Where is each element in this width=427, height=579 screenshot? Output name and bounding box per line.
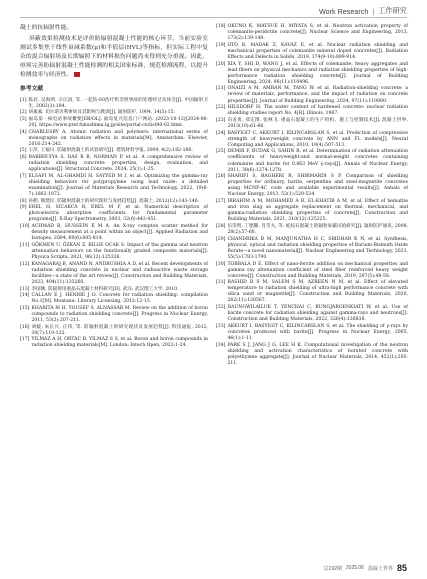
reference-number: [30] — [216, 261, 226, 267]
reference-item — [216, 62, 408, 86]
reference-item — [216, 324, 408, 342]
reference-item — [216, 86, 408, 104]
reference-text: 王萍, 王福川. 防辐射混凝土的试验研究[J]. 建筑材料学报, 2009, 4(2):182-186. — [28, 148, 193, 154]
reference-item — [20, 287, 208, 293]
reference-number: [15] — [20, 305, 30, 311]
reference-text: ELSAFI M, AL-GHAMDI H, SAYYED M I, et al. Optimizing the gamma-ray shielding behaviors for polypropylene using lead oxide: a detailed examination[J]. Journal of Materials Research and Technology, 2022, 19(6-7):1862-1872. — [28, 173, 208, 198]
page-footer — [324, 563, 407, 573]
reference-item — [216, 105, 408, 117]
reference-item — [20, 243, 208, 261]
references-title: 参考文献 — [20, 85, 44, 92]
reference-item — [20, 174, 208, 198]
reference-item — [216, 131, 408, 149]
reference-item — [216, 262, 408, 280]
body-paragraph-1: 凝土的抗辐射性能。 — [20, 25, 73, 31]
reference-number: [2] — [20, 110, 27, 116]
reference-item — [20, 98, 208, 110]
reference-text: 陈岩, 吴海明, 辛庆国, 等. 一起钴-60治疗机非照事故的处理经过及体会[J]. 中国辐射卫生, 2002(3):184. — [28, 97, 208, 109]
reference-text: 福岛第一核电站事故概要[EB/OL]. 福岛复兴信息门户网站. (2023-10-12)[2024-06-20]. https://www.pref.fukushima.lg.jp/site/portal-cn/list90-02.html. — [28, 116, 208, 128]
reference-number: [19] — [216, 42, 226, 48]
reference-number: [12] — [20, 261, 30, 267]
reference-number: [29] — [216, 236, 226, 242]
reference-number: [16] — [20, 324, 30, 330]
reference-item — [20, 205, 208, 223]
reference-number: [13] — [20, 286, 30, 292]
header-rule — [20, 17, 407, 18]
reference-number: [14] — [20, 293, 30, 299]
reference-number: [31] — [216, 280, 226, 286]
body-paragraph-2 — [20, 35, 208, 80]
reference-item — [20, 148, 208, 154]
reference-text: 刘媛, 朱长兵, 庄伟, 等. 防辐射混凝土的研究现状及发展趋势[J]. 科技通报, 2012, 30(7):119-122. — [31, 324, 208, 336]
reference-text: RASHID R S M, SALEM S M, AZREEN N M, et al. Effect of elevated temperature to radiation shielding of ultra-high performance concrete with silica sand or magnetite[J]. Construction and Building Materials, 2020, 262(11):120567. — [227, 280, 408, 304]
reference-text: BASYIGIT C, AKKURT I, KILINCARSLAN S, et al. Prediction of compressive strength of heavyweight concrete by ANN and FL models[J]. Neural Computing and Applications, 2010, 19(4):507-513. — [227, 130, 408, 148]
reference-number: [21] — [216, 86, 226, 92]
reference-item — [20, 293, 208, 305]
references-list-left — [20, 98, 208, 350]
reference-text: AKKURT I, BASYIGIT C, KILINCARSLAN S, et al. The shielding of γ-rays by concretes produced with barite[J]. Progress in Nuclear Energy, 2005, 46(1):1-11. — [227, 323, 408, 342]
reference-number: [5] — [20, 148, 27, 154]
journal-section-zh: 工作研究 — [378, 6, 407, 15]
reference-item — [20, 325, 208, 337]
reference-number: [20] — [216, 61, 226, 67]
reference-text: EREL H, SICAKCA R, EREL M F, et al. Numerical description of photoelectric absorption coefficients for fundamental parameter programs[J]. X-Ray Spectrometry, 2003, 32(6):442-451. — [28, 205, 208, 223]
reference-number: [32] — [216, 305, 226, 311]
reference-item — [20, 224, 208, 242]
reference-item — [20, 262, 208, 286]
reference-number: [1] — [20, 97, 27, 103]
journal-section-en: Work Research — [318, 6, 369, 16]
reference-text: KANAGARAJ B, ANAND N, ANDRUSHIA A D, et al. Recent developments of radiation shielding concrete in nuclear and radioactive waste storage facilities—a state of the art review[J]. Construction and Building Materials, 2023, 404(11):133260. — [31, 261, 208, 285]
footer-issue: 总192期 — [323, 565, 342, 572]
reference-item — [216, 174, 408, 198]
reference-item — [20, 337, 208, 349]
reference-text: 向龙勇, 邓定博, 张林飞. 重晶石混凝土的生产组织、施工与控制技术[J]. 混凝土世界, 2013(10):61-66. — [227, 117, 408, 129]
reference-text: ACHMAD B, HUSSEIN E M A. An X-ray compton scatter method for density measurement at a point within an object[J]. Applied Radiation and Isotopes, 2004, 60(6):805-814. — [31, 224, 208, 242]
reference-text: ONAIZI A M, AMRAN M, TANG W, et al. Radiation-shielding concrete: a review of materials, performance, and the impact of radiation on concrete properties[J]. Journal of Building Engineering, 2024, 97(11):110800. — [227, 86, 408, 104]
reference-item — [216, 149, 408, 173]
running-header — [319, 5, 407, 17]
reference-text: IBRAHIM A M, MOHAMED A R, EL-KHATIB A M, et al. Effect of hematite and iron slag as aggregate replacement on thermal, mechanical, and gamma-radiation shielding properties of concrete[J]. Construction and Building Materials, 2021, 310(12):125225. — [227, 199, 408, 223]
reference-item — [216, 224, 408, 236]
header-separator: | — [372, 6, 375, 16]
reference-text: SHARIFI S, BAGHERI R, SHIRMARDI S P. Comparison of shielding properties for ordinary, barite, serpentine and steel-magnetite concretes using MCNP-4C code and available experimental results[J]. Annals of Nuclear Energy, 2013, 53(1):529-534. — [227, 174, 408, 198]
reference-number: [11] — [20, 242, 30, 248]
reference-number: [4] — [20, 129, 27, 135]
reference-text: KHARITA M H, YOUSEF S, ALNASSAR M. Review on the addition of boron compounds to radiation shielding concrete[J]. Progress in Nuclear Energy, 2011, 53(2):207-211. — [31, 305, 208, 324]
left-column — [20, 24, 208, 350]
end-mark-icon: E — [74, 72, 80, 77]
reference-text: 胡素素. 切尔诺贝利事故及其影响与教训[J]. 辐射防护, 1994, 14(5):15. — [28, 110, 175, 116]
reference-item — [20, 110, 208, 116]
reference-item — [216, 24, 408, 42]
reference-text: HILSDORF H. The water content of hardened concrete: nuclear radiation shielding studies report No. 4[R]. Illinois, 1967. — [227, 105, 408, 117]
reference-item — [216, 199, 408, 223]
reference-number: [34] — [216, 342, 226, 348]
reference-item — [216, 237, 408, 261]
reference-item — [20, 306, 208, 324]
reference-number: [27] — [216, 199, 226, 205]
reference-text: OTO B, MADAK Z, KAVAZ E, et al. Nuclear radiation shielding and mechanical properties of colemanite mineral doped concretes[J]. Radiation Effects and Defects in Solids, 2019, 174(9-10):899-914. — [227, 42, 408, 60]
reference-number: [24] — [216, 130, 226, 136]
reference-number: [3] — [20, 116, 27, 122]
reference-text: OKUNO K, MATSUE H, MIYATA S, et al. Neutron activation property of colemanite-peridotite concrete[J]. Nuclear Science and Engineering, 2013, 173(2):139-149. — [227, 24, 408, 42]
reference-text: TOBBALA D E. Effect of nano-ferrite addition on mechanical properties and gamma ray attenuation coefficient of steel fiber reinforced heavy weight concrete[J]. Construction and Building Materials, 2019, 207(5):48-58. — [227, 261, 408, 279]
reference-item — [216, 280, 408, 304]
reference-number: [9] — [20, 205, 27, 211]
footer-date: 2025.06 — [345, 565, 364, 571]
reference-text: CHANDRIKA B M, MANJUNATHA H C, SRIDHAR K N, et al. Synthesis, physical, optical and radiation shielding properties of Barium-Bismuth Oxide Borate—a novel nanomaterial[J]. Nuclear Engineering and Technology, 2023, 55(5):1783-1790. — [227, 236, 408, 260]
reference-number: [28] — [216, 223, 226, 229]
reference-text: XIA Y, SHI D, WANG J, et al. Effects of colemanite, heavy aggregates and lead fibers on physical mechanics and radiation shielding properties of high-performance radiation shielding concrete[J]. Journal of Building Engineering, 2024, 96(11):110496. — [227, 61, 408, 85]
reference-text: DAUNGWILAILUK T, YENCHAI C, RUNGJAROENKIATI W, et al. Use of barite concrete for radiation shielding against gamma-rays and neutrons[J]. Construction and Building Materials, 2022, 326(4):126838. — [227, 305, 408, 323]
body-paragraph-2-text: 屏蔽效果检测技术是评价防辐射混凝土性能的核心环节。当前实验室测试多集焦于线性衰减系数(μ)和半值层(HVL)等指标，但实际工程中复杂的混合辐射场及长期辐照下的材料损伤问题尚未得到充分重视。因此，亟须完善防辐射混凝土性能检测的相关国家标准，规范检测流程，以提升检测效率与经济性。 — [20, 35, 208, 78]
right-column — [216, 24, 408, 368]
reference-item — [20, 117, 208, 129]
reference-item — [20, 130, 208, 148]
reference-number: [7] — [20, 173, 27, 179]
reference-number: [18] — [216, 24, 226, 29]
reference-number: [26] — [216, 174, 226, 180]
reference-number: [8] — [20, 198, 27, 204]
reference-text: 李国刚. 防辐射用重晶石混凝土材料研究[D]. 武汉: 武汉理工大学, 2010. — [31, 286, 179, 292]
reference-number: [23] — [216, 117, 226, 123]
page-number: 85 — [396, 563, 407, 573]
reference-text: PARK S J, JANG J G, LEE H K. Computational investigation of the neutron shielding and activation characteristics of borated concrete with polyethylene aggregate[J]. Journal of Nuclear Materials, 2014, 452(1):205-211. — [227, 342, 408, 366]
reference-item — [216, 118, 408, 130]
reference-number: [17] — [20, 337, 30, 343]
reference-text: 孙鹤, 熊建民. 防辐射混凝土的研究现状与发展趋势[J]. 混凝土, 2012(12):143-146. — [28, 198, 200, 204]
reference-text: CHARLESBY A. Atomic radiation and polymers: international series of monographs on radiation effects in materials[M]. Amsterdam: Elsevier, 2016:214-242. — [28, 129, 208, 147]
reference-number: [6] — [20, 155, 27, 161]
reference-text: BARBHUIYA S, DAS B B, NORMAN P, et al. A comprehensive review of radiation shielding concrete: properties, design, evaluation, and applications[J]. Structural Concrete, 2024, 25(1):1-25. — [28, 155, 208, 173]
reference-text: 伍崇明, 丁德馨, 肖雪夫, 等. 蛇纹石混凝土的辐射屏蔽试验研究[J]. 辐射防护通讯, 2008, 28(2):57-60. — [227, 223, 408, 235]
reference-text: YILMAZ A H, ORTAC B, YILMAZ S S, et al. Boron and boron compounds in radiation shielding materials[M]. London: Intech Open, 2023:1-24. — [31, 337, 208, 349]
reference-item — [20, 155, 208, 173]
reference-number: [10] — [20, 224, 30, 230]
reference-text: CALLAN E J, HENRIE J O. Concrete for radiation shielding: compilation No.1[M]. Montana: Literary Licensing, 2012:12-15. — [31, 293, 208, 305]
reference-number: [25] — [216, 149, 226, 155]
reference-number: [33] — [216, 323, 226, 329]
reference-text: DEMIR F, BUDAK G, SAHIN R, et al. Determination of radiation attenuation coefficients of heavyweight-and normal-weight concretes containing colemanite and barite for 0.863 MeV γ-rays[J]. Annals of Nuclear Energy, 2011, 38(6):1274-1278. — [227, 149, 408, 173]
reference-item — [216, 305, 408, 323]
reference-number: [22] — [216, 105, 226, 111]
reference-item — [216, 343, 408, 367]
footer-journal: 混凝土世界 — [367, 565, 393, 572]
reference-item — [216, 43, 408, 61]
reference-text: GÖKMEN U, ÖZKAN Z, BILGE OCAK S. Impact of the gamma and neutron attenuation behaviors on the functionally graded composite materials[J]. Physica Scripta, 2021, 96(12):125326. — [31, 242, 208, 261]
references-list-right — [216, 24, 408, 367]
reference-item — [20, 199, 208, 205]
